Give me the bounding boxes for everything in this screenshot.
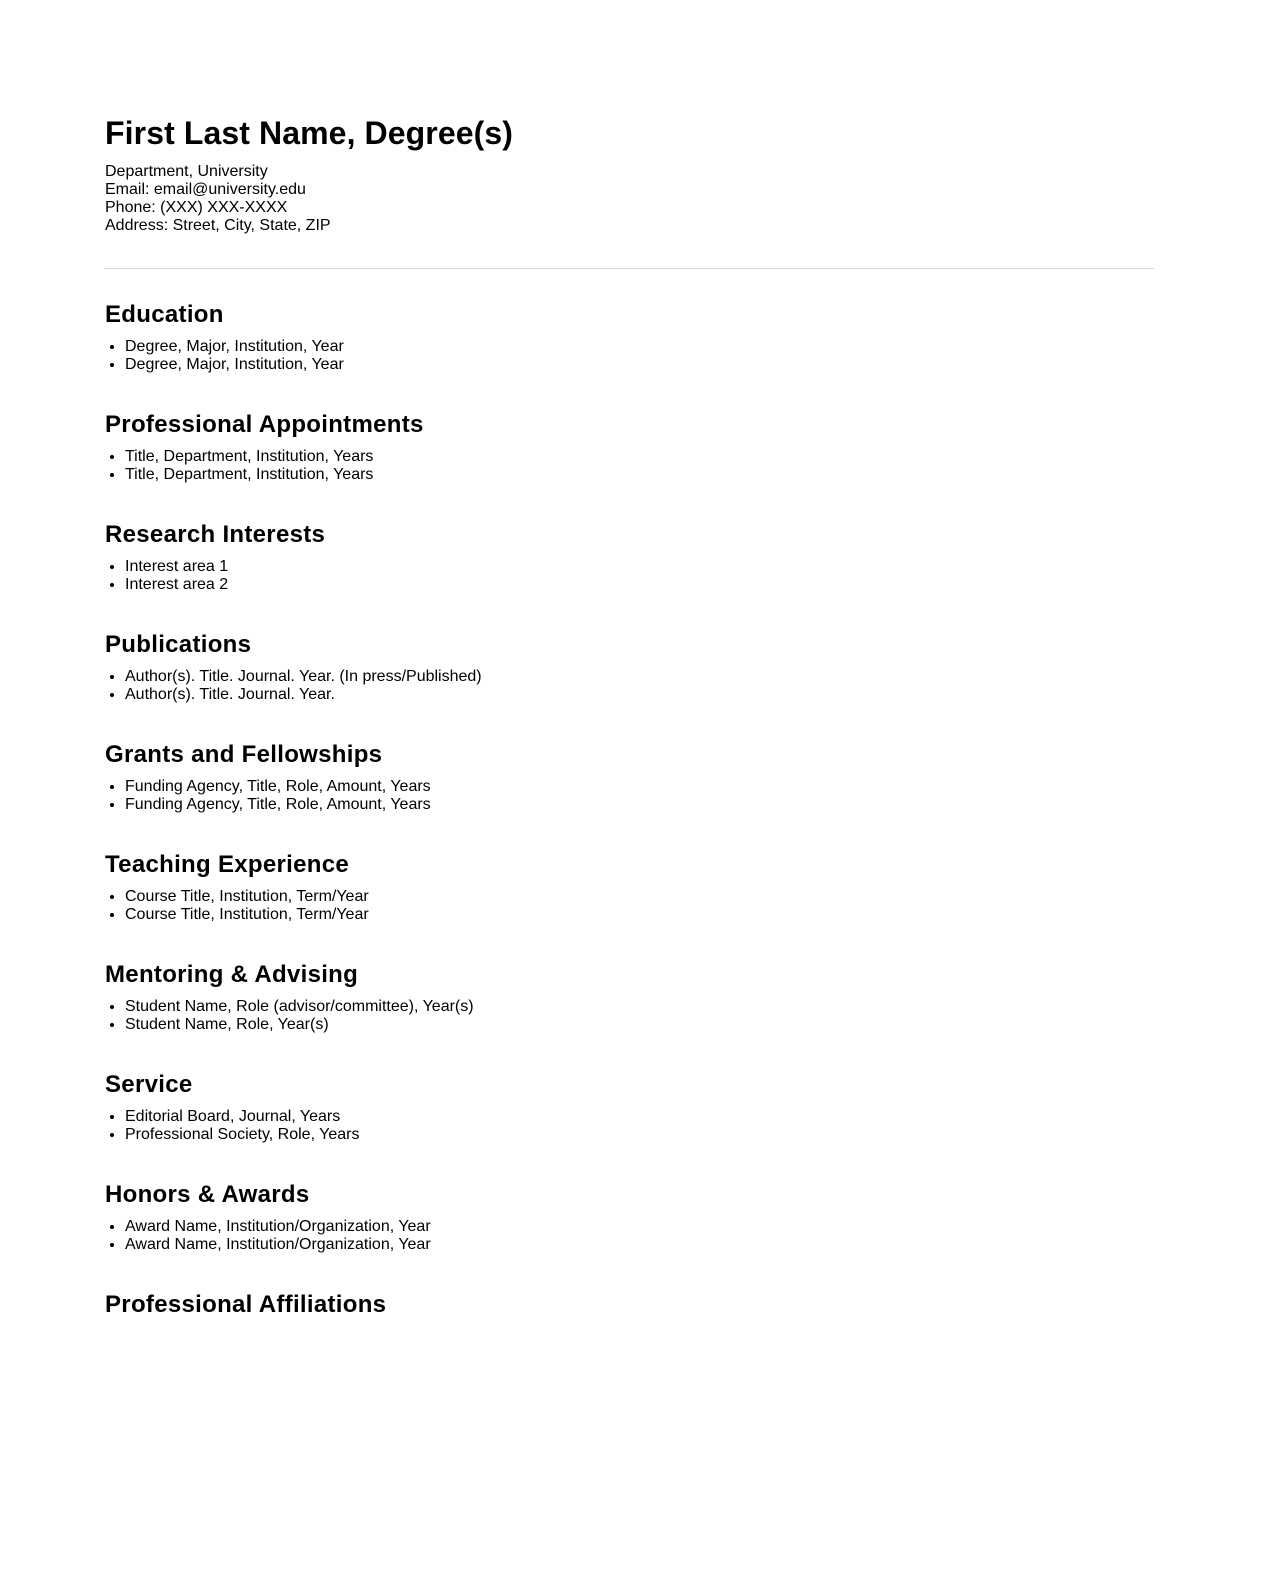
list-item: • Funding Agency, Title, Role, Amount, Years <box>125 796 1154 814</box>
contact-info <box>105 163 1154 235</box>
list-item: • Degree, Major, Institution, Year <box>125 338 1154 356</box>
list-item: • Student Name, Role, Year(s) <box>125 1016 1154 1034</box>
section-heading: Mentoring & Advising <box>105 961 359 988</box>
section-service <box>105 1070 1154 1144</box>
section-heading: Grants and Fellowships <box>105 741 383 768</box>
contact-email: Email: email@university.edu <box>105 181 306 198</box>
section-list <box>105 998 1154 1034</box>
list-item: • Author(s). Title. Journal. Year. (In press/Published) <box>125 668 1154 686</box>
page-title: First Last Name, Degree(s) <box>105 115 514 151</box>
cv-document <box>105 113 1154 1320</box>
cv-sections <box>105 300 1154 1320</box>
section-heading: Professional Appointments <box>105 411 424 438</box>
section-education <box>105 300 1154 374</box>
section-grants-and-fellowships <box>105 740 1154 814</box>
section-professional-affiliations <box>105 1290 1154 1320</box>
list-item: • Professional Society, Role, Years <box>125 1126 1154 1144</box>
list-item: • Course Title, Institution, Term/Year <box>125 906 1154 924</box>
section-heading: Honors & Awards <box>105 1181 310 1208</box>
list-item: • Student Name, Role (advisor/committee), Year(s) <box>125 998 1154 1016</box>
list-item: • Interest area 1 <box>125 558 1154 576</box>
section-research-interests <box>105 520 1154 594</box>
section-list <box>105 668 1154 704</box>
section-list <box>105 558 1154 594</box>
section-heading: Teaching Experience <box>105 851 350 878</box>
section-mentoring-advising <box>105 960 1154 1034</box>
list-item: • Interest area 2 <box>125 576 1154 594</box>
section-list <box>105 888 1154 924</box>
section-list <box>105 338 1154 374</box>
section-list <box>105 778 1154 814</box>
contact-phone: Phone: (XXX) XXX-XXXX <box>105 199 288 216</box>
list-item: • Title, Department, Institution, Years <box>125 466 1154 484</box>
list-item: • Degree, Major, Institution, Year <box>125 356 1154 374</box>
section-heading: Publications <box>105 631 252 658</box>
list-item: • Funding Agency, Title, Role, Amount, Years <box>125 778 1154 796</box>
section-heading: Professional Affiliations <box>105 1291 387 1318</box>
contact-address: Address: Street, City, State, ZIP <box>105 217 331 234</box>
list-item: • Award Name, Institution/Organization, Year <box>125 1218 1154 1236</box>
section-list <box>105 1218 1154 1254</box>
section-list <box>105 448 1154 484</box>
section-heading: Education <box>105 301 224 328</box>
list-item: • Author(s). Title. Journal. Year. <box>125 686 1154 704</box>
header-divider <box>104 268 1154 269</box>
list-item: • Title, Department, Institution, Years <box>125 448 1154 466</box>
list-item: • Course Title, Institution, Term/Year <box>125 888 1154 906</box>
section-list <box>105 1108 1154 1144</box>
section-heading: Research Interests <box>105 521 326 548</box>
section-professional-appointments <box>105 410 1154 484</box>
section-publications <box>105 630 1154 704</box>
section-heading: Service <box>105 1071 193 1098</box>
contact-department: Department, University <box>105 163 268 180</box>
section-teaching-experience <box>105 850 1154 924</box>
list-item: • Award Name, Institution/Organization, Year <box>125 1236 1154 1254</box>
section-honors-awards <box>105 1180 1154 1254</box>
list-item: • Editorial Board, Journal, Years <box>125 1108 1154 1126</box>
